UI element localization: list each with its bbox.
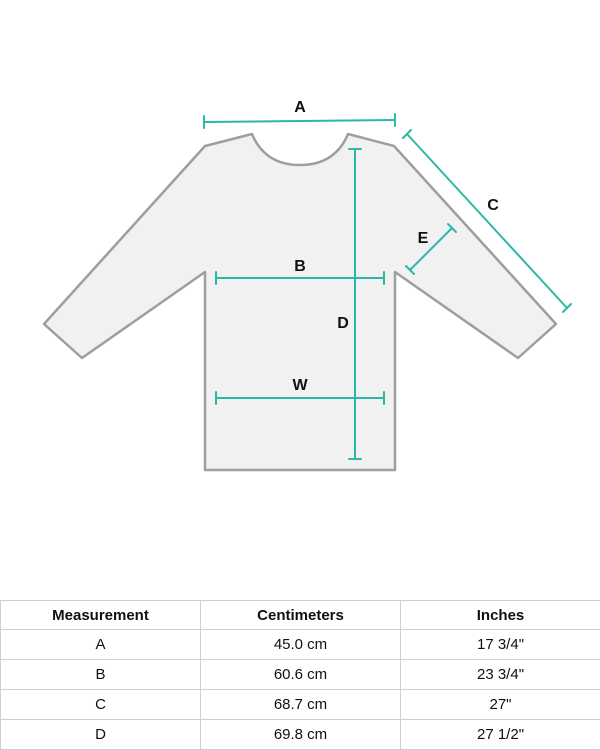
label-b: B	[294, 258, 306, 275]
label-a: A	[294, 99, 306, 116]
table-header-row	[1, 601, 600, 630]
label-w: W	[292, 377, 308, 394]
label-e: E	[417, 230, 429, 247]
column-header-inches: Inches	[401, 601, 600, 630]
table-cell: D	[1, 720, 201, 750]
table-row	[1, 660, 600, 690]
table-cell: 69.8 cm	[201, 720, 401, 750]
table-row	[1, 630, 600, 660]
measurement-table	[0, 600, 600, 750]
sweater-outline	[44, 134, 556, 470]
table-cell: 27 1/2"	[401, 720, 600, 750]
table-row	[1, 690, 600, 720]
table-cell: C	[1, 690, 201, 720]
column-header-centimeters: Centimeters	[201, 601, 401, 630]
table-cell: 60.6 cm	[201, 660, 401, 690]
table-cell: 17 3/4"	[401, 630, 600, 660]
table-cell: A	[1, 630, 201, 660]
column-header-measurement: Measurement	[1, 601, 201, 630]
label-c: C	[487, 197, 499, 214]
table-cell: 68.7 cm	[201, 690, 401, 720]
table-row	[1, 720, 600, 750]
table-cell: 23 3/4"	[401, 660, 600, 690]
table-cell: B	[1, 660, 201, 690]
table-cell: 45.0 cm	[201, 630, 401, 660]
measure-line-a	[204, 114, 395, 128]
label-d: D	[337, 315, 349, 332]
table-cell: 27"	[401, 690, 600, 720]
